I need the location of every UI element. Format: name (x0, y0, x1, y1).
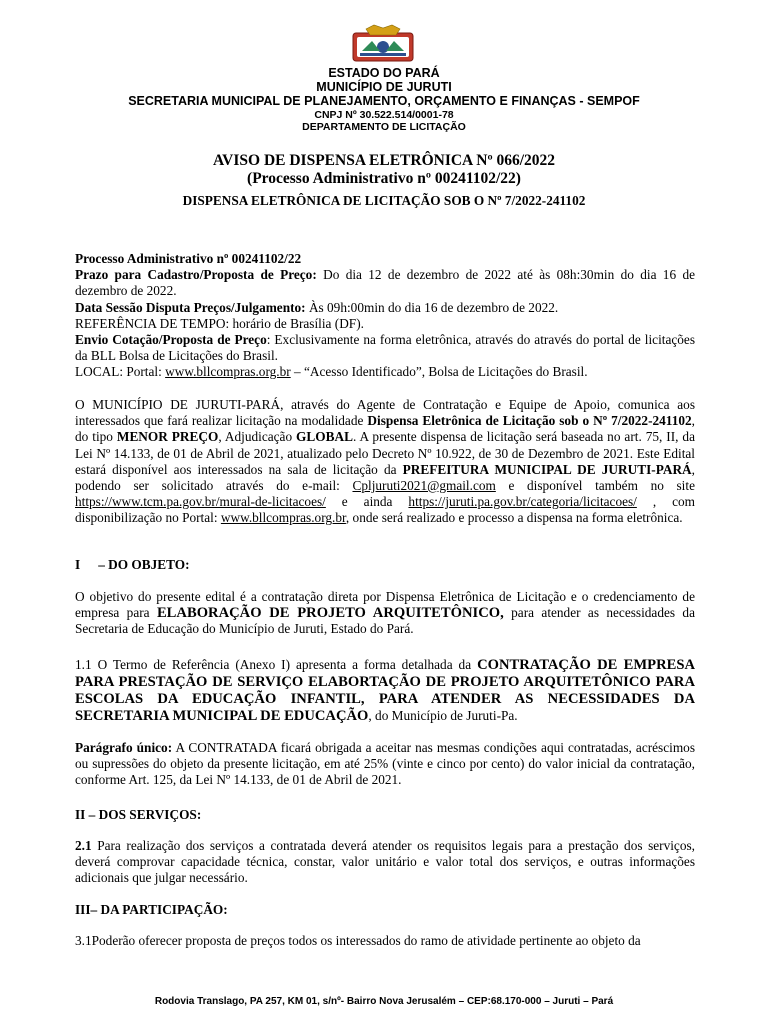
intro-text-1: O MUNICÍPIO DE JURUTI-PARÁ, através do Agente de Contratação e Equipe de Apoio, comunica aos interessados que fará realizar licitação na modalidade (75, 397, 695, 429)
notice-dispensa-line: DISPENSA ELETRÔNICA DE LICITAÇÃO SOB O Nº 7/2022-241102 (182, 193, 586, 208)
local-prefix: LOCAL: Portal: (75, 364, 166, 380)
paragrafo-unico (75, 740, 695, 789)
prazo-text: Do dia 12 de dezembro de 2022 até às 08h:30min do dia 16 de dezembro de 2022. (75, 267, 695, 299)
header-state: ESTADO DO PARÁ (328, 66, 440, 80)
objeto-bold: ELABORAÇÃO DE PROJETO ARQUITETÔNICO, (156, 605, 504, 622)
item-1-1-bold: CONTRATAÇÃO DE EMPRESA PARA PRESTAÇÃO DE SERVIÇO ELABORTAÇÃO DE PROJETO ARQUITETÔNICO PARA ESCOLAS DA EDUCAÇÃO INFANTIL, PARA ATENDER AS NECESSIDADES DA SECRETARIA MUNICIPAL DE EDUCAÇÃO (75, 657, 696, 724)
paragrafo-unico-label: Parágrafo único: (75, 740, 173, 755)
header-cnpj: CNPJ Nº 30.522.514/0001-78 (314, 109, 454, 121)
intro-text-9: , onde será realizado e processo a dispensa na forma eletrônica. (345, 510, 683, 526)
section-3-heading: III– DA PARTICIPAÇÃO: (75, 902, 228, 917)
intro-tipo: MENOR PREÇO (116, 429, 219, 445)
intro-dispensa-number: Dispensa Eletrônica de Licitação sob o Nº 7/2022-241102 (367, 413, 692, 429)
sessao-label: Data Sessão Disputa Preços/Julgamento: (75, 299, 309, 315)
item-2-1-number: 2.1 (75, 838, 92, 853)
header-municipality: MUNICÍPIO DE JURUTI (316, 80, 452, 94)
section-3-paragraph: 3.1Poderão oferecer proposta de preços todos os interessados do ramo de atividade pertinente ao objeto da (75, 933, 641, 948)
section-2-paragraph (75, 838, 695, 887)
sessao-text: Às 09h:00min do dia 16 de dezembro de 2022. (308, 299, 559, 315)
header-department: DEPARTAMENTO DE LICITAÇÃO (302, 121, 466, 133)
notice-title: AVISO DE DISPENSA ELETRÔNICA Nº 066/2022 (212, 152, 556, 169)
objeto-text-1: O objetivo do presente edital é a contratação direta por Dispensa Eletrônica de Licitação e o credenciamento de empresa para (75, 589, 695, 621)
notice-subtitle: (Processo Administrativo nº 00241102/22) (247, 170, 521, 187)
intro-text-8: , com disponibilização no Portal: (75, 494, 695, 526)
intro-text-5: , podendo ser solicitado através do e-mail: (75, 461, 695, 494)
section-1-paragraph (75, 589, 695, 638)
header-secretariat: SECRETARIA MUNICIPAL DE PLANEJAMENTO, ORÇAMENTO E FINANÇAS - SEMPOF (128, 94, 640, 108)
intro-text-6: e disponível também no site (495, 478, 695, 494)
intro-prefeitura: PREFEITURA MUNICIPAL DE JURUTI-PARÁ (402, 461, 692, 477)
intro-paragraph (75, 397, 695, 527)
juruti-licitacoes-link[interactable]: https://juruti.pa.gov.br/categoria/licitacoes/ (408, 494, 637, 510)
paragrafo-unico-text: A CONTRATADA ficará obrigada a aceitar nas mesmas condições aqui contratadas, acréscimos ou supressões do objeto da presente licitação, em até 25% (vinte e cinco por cento) do valor inicial da contratação, conforme Art. 125, da Lei Nº 14.133, de 01 de Abril de 2021. (75, 740, 695, 788)
intro-text-4: . A presente dispensa de licitação será baseada no art. 75, II, da Lei Nº 14.133, de 01 de Abril de 2021, atualizado pelo Decreto Nº 10.922, de 30 de Dezembro de 2021. Este Edital estará disponível aos interessados na sala de licitação da (75, 429, 695, 477)
page-footer-address: Rodovia Translago, PA 257, KM 01, s/nº- Bairro Nova Jerusalém – CEP:68.170-000 – Juruti – Pará (154, 996, 614, 1007)
intro-text-3: , Adjudicação (218, 429, 297, 445)
intro-text-7: e ainda (325, 494, 409, 510)
municipal-crest-icon (352, 23, 414, 63)
local-suffix: – “Acesso Identificado”, Bolsa de Licitações do Brasil. (290, 364, 588, 380)
section-2-heading: II – DOS SERVIÇOS: (75, 807, 202, 822)
item-2-1-text: Para realização dos serviços a contratada deverá atender os requisitos legais para a prestação dos serviços, deverá comprovar capacidade técnica, constar, valor unitário e valor total dos serviços, e outras informações adicionais que julgar necessário. (75, 838, 695, 886)
prazo-label: Prazo para Cadastro/Proposta de Preço: (75, 267, 324, 283)
section-1-title: – DO OBJETO: (98, 557, 190, 572)
envio-label: Envio Cotação/Proposta de Preço (75, 332, 267, 348)
section-1-number: I (75, 557, 81, 572)
intro-text-2: , do tipo (75, 413, 695, 445)
item-1-1-paragraph (75, 657, 695, 725)
bll-portal-link-2[interactable]: www.bllcompras.org.br (220, 510, 346, 526)
intro-adjudicacao: GLOBAL (296, 429, 353, 445)
referencia-tempo: REFERÊNCIA DE TEMPO: horário de Brasília (DF). (75, 315, 364, 331)
envio-text: : Exclusivamente na forma eletrônica, através do através do portal de licitações da BLL Bolsa de Licitações do Brasil. (75, 332, 696, 364)
tcm-mural-link[interactable]: https://www.tcm.pa.gov.br/mural-de-licitacoes/ (75, 494, 326, 510)
item-1-1-prefix: 1.1 O Termo de Referência (Anexo I) apresenta a forma detalhada da (75, 657, 478, 672)
item-1-1-suffix: , do Município de Juruti-Pa. (368, 708, 518, 723)
bll-portal-link[interactable]: www.bllcompras.org.br (165, 364, 291, 380)
section-1-heading (75, 557, 190, 573)
objeto-text-2: para atender as necessidades da Secretaria de Educação do Município de Juruti, Estado do Pará. (75, 605, 695, 637)
email-link[interactable]: Cpljuruti2021@gmail.com (352, 478, 496, 494)
info-block (75, 251, 695, 381)
process-number: Processo Administrativo nº 00241102/22 (75, 251, 302, 266)
